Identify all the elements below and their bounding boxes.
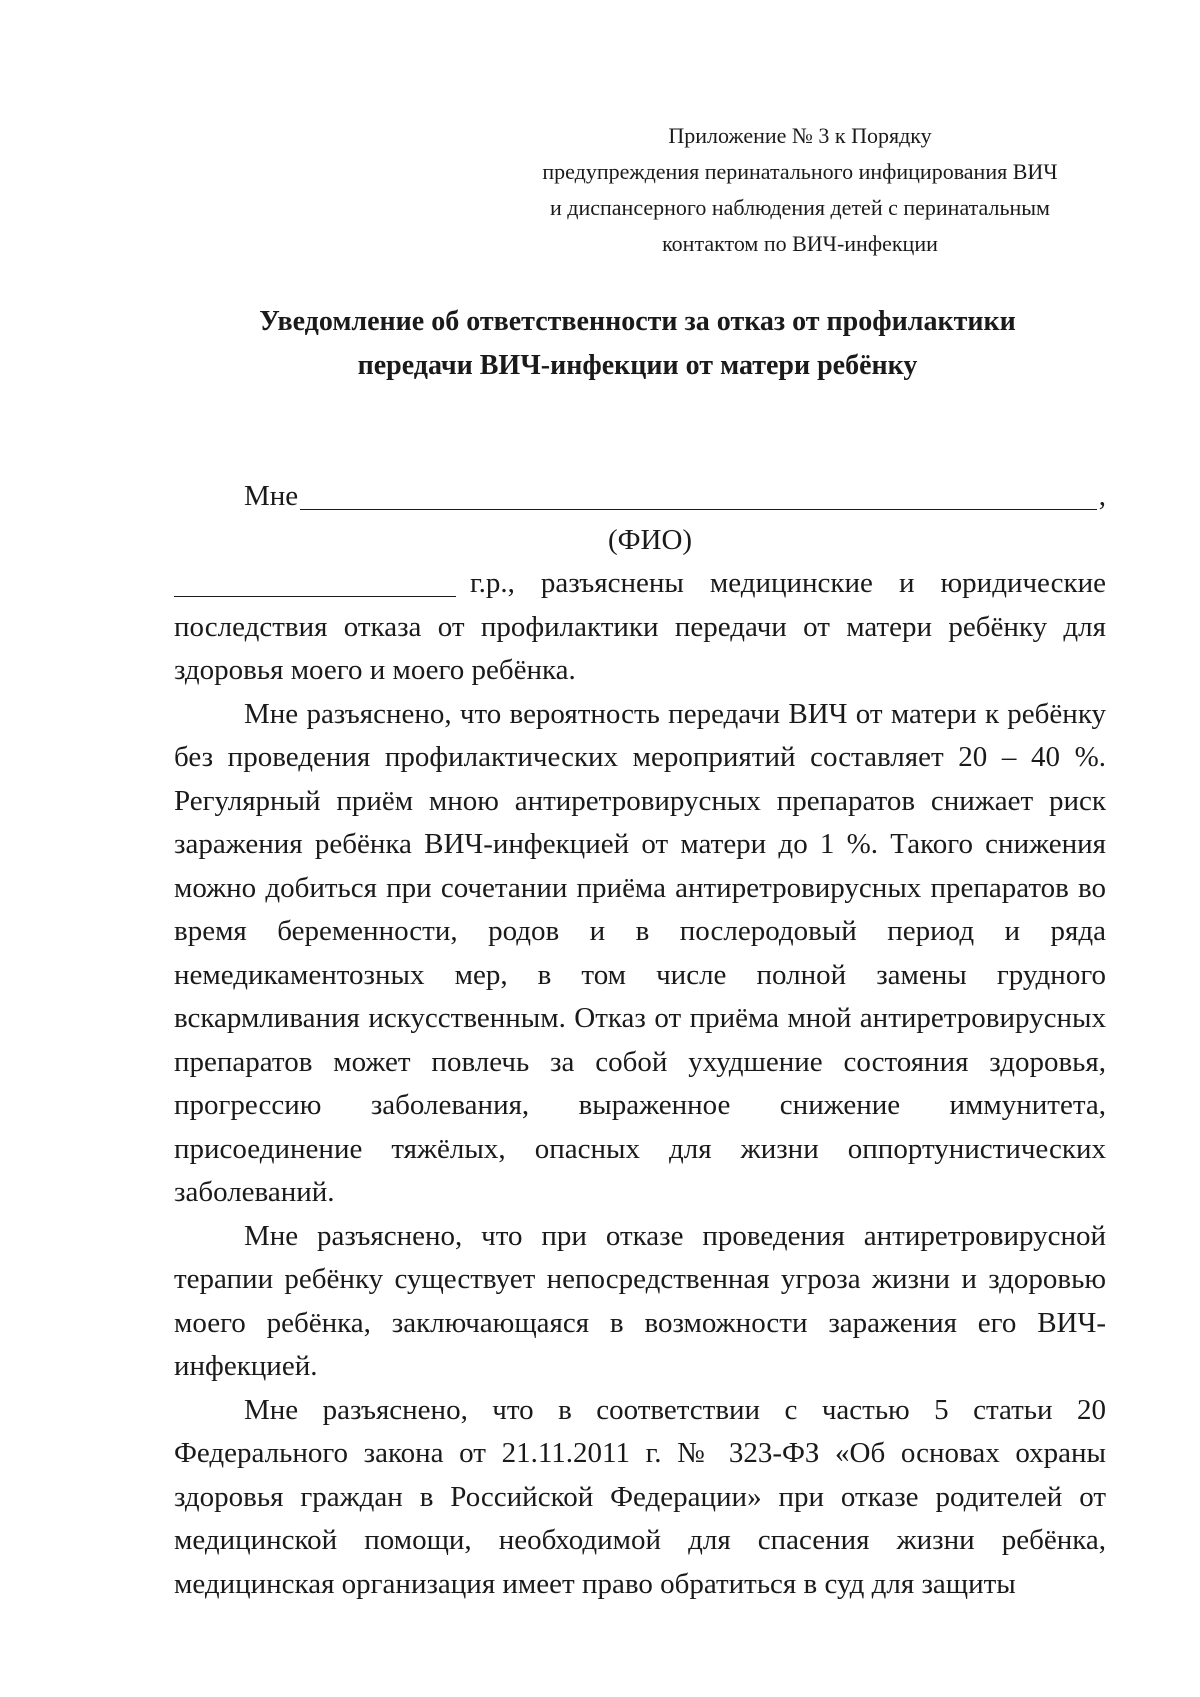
title-line-2: передачи ВИЧ-инфекции от матери ребёнку (357, 350, 918, 381)
title-line-1: Уведомление об ответственности за отказ от профилактики (259, 306, 1016, 337)
header-line-3: и диспансерного наблюдения детей с перинатальным (550, 195, 1050, 220)
fio-caption: (ФИО) (607, 523, 693, 556)
birth-year-suffix: г.р., разъяснены медицинские и юридические (470, 567, 1106, 599)
name-field-line (174, 475, 1106, 519)
birth-year-blank-underline[interactable] (174, 595, 456, 597)
header-line-1: Приложение № 3 к Порядку (668, 123, 932, 148)
header-line-2: предупреждения перинатального инфицирования ВИЧ (542, 159, 1058, 184)
paragraph-2: Мне разъяснено, что при отказе проведения антиретровирусной терапии ребёнку существует непосредственная угроза жизни и здоровью моего ребёнка, заключающаяся в возможности заражения его ВИЧ-инфекцией. (174, 1219, 1106, 1382)
document-title (170, 300, 1105, 388)
document-body (174, 475, 1106, 1606)
name-blank-underline[interactable] (300, 508, 1097, 510)
name-comma: , (1098, 480, 1106, 512)
birth-year-line (174, 562, 1106, 606)
intro-continuation: последствия отказа от профилактики передачи от матери ребёнку для здоровья моего и моего ребёнка. (174, 610, 1106, 686)
mne-label: Мне (244, 480, 299, 512)
header-line-4: контактом по ВИЧ-инфекции (662, 231, 938, 256)
paragraph-3: Мне разъяснено, что в соответствии с частью 5 статьи 20 Федерального закона от 21.11.2011 г. № 323-ФЗ «Об основах охраны здоровья граждан в Российской Федерации» при отказе родителей от медицинской помощи, необходимой для спасения жизни ребёнка, медицинская организация имеет право обратиться в суд для защиты (174, 1393, 1106, 1600)
paragraph-1: Мне разъяснено, что вероятность передачи ВИЧ от матери к ребёнку без проведения профилактических мероприятий составляет 20 – 40 %. Регулярный приём мною антиретровирусных препаратов снижает риск заражения ребёнка ВИЧ-инфекцией от матери до 1 %. Такого снижения можно добиться при сочетании приёма антиретровирусных препаратов во время беременности, родов и в послеродовый период и ряда немедикаментозных мер, в том числе полной замены грудного вскармливания искусственным. Отказ от приёма мной антиретровирусных препаратов может повлечь за собой ухудшение состояния здоровья, прогрессию заболевания, выраженное снижение иммунитета, присоединение тяжёлых, опасных для жизни оппортунистических заболеваний. (174, 697, 1106, 1208)
appendix-header (500, 118, 1100, 262)
